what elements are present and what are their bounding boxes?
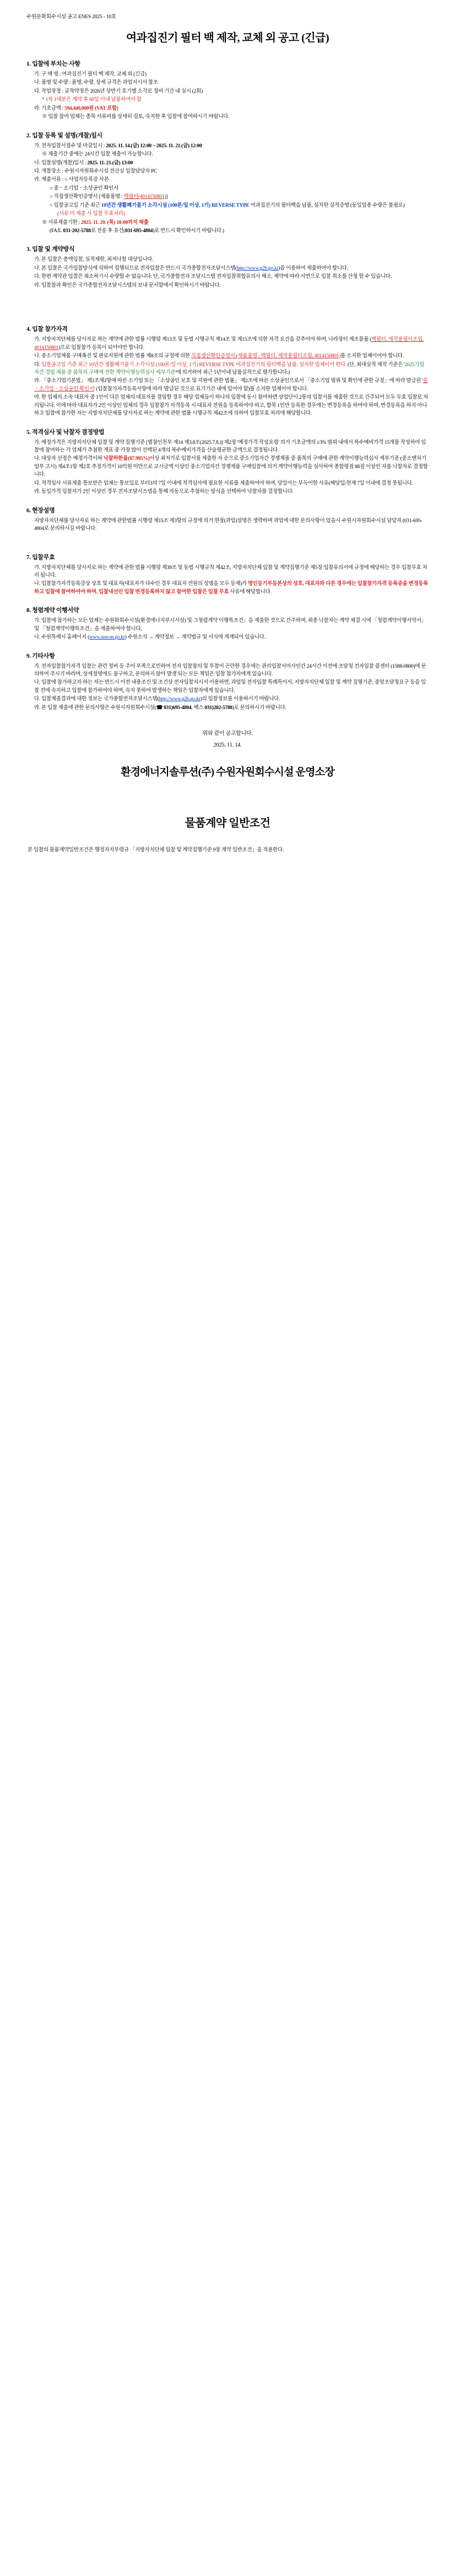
section-line: 나. 수원특례시 홈페이지 (www.suwon.go.kr) 수원소식 → 계약정보 → 계약법규 및 서식에 게재되어 있습니다. [34, 635, 266, 641]
section-line: 가. 입찰에 참가하는 모든 업체는 수원화회수시설(환경에너지부시시설) 및 그청렴계약 이행특조건」을 제출한 것으로 간주하며, 최종 낙찰자는 계약 체결 시에 「청렴계약이행서약서」및 「청렴계약이행특조건」을 제출하여야 합니다. [34, 618, 426, 632]
section-line: 라. 입찰참과 확인은 국가종합전자조달시스템의 보내 문서함에서 확인하시기 바랍니다. [34, 282, 221, 288]
contract-title: 물품계약 일반조건 [185, 817, 270, 830]
g2b-link[interactable]: http://www.g2b.go.kr [236, 265, 279, 271]
section-line: 다. 적격심사 서류제출 통보받은 업체는 통보일로 부터3의 7일 이내에 적격심사에 필요한 서류를 제출하여야 하며, 당일이는 부득이한 사유(해당일/천재 7일 이내에 결정 못됩니다. [34, 480, 413, 486]
doc-reference: 수원문화회수시설 공고 ENES 2025 - 10호 [26, 14, 116, 20]
section-line: 가. 예정가격은 지방자치단체 입찰 및 계약 집행기준 [별첨인천부 제14 제3,8조(2025.7.8.)] 제2장 '예정가격 작성요령' 의거 기초금액의 ±3% 범위 내에서 복수예비가격 15개를 작성하여 입찰에 참여하는 각 업체가 추첨한 개표 중 가장 많이 선택된 4개의 복수예비가격을 산술평균한 금액으로 결정됩니다. [34, 439, 426, 453]
section-line: 가. 지방자치단체를 당사자로 하는 계약에 관한 법률 시행령 제13조 및 동법 시행규칙 제14조 및 제15조에 의한 자격 요건을 갖추어야 하며, 나라장터 제조물품 (백필터, 제작용필터조립, 4014150801)으로 입찰참가 등록이 되어야만 합니다. [34, 337, 424, 351]
section-line: 라. 동일가격 입찰자가 2인 이상인 경우 전자조달시스템을 통해 자동으로 추첨하는 방식을 선택하여 낙찰자를 결정합니다. [34, 489, 294, 495]
section-line: 마. 한 업체의 소속 대표자 중 1인이 다른 업체의 대표자를 겸임할 경우 해당 업체들이 하나의 입찰에 동시 참여하면 상업단이 2통의 입찰서를 제출한 것으로 간주되어 모두 무효 입찰로 처리됩니다. 이에 따라 대표자가 2인 이상인 업체의 경우 입찰참가 자격등록 시 대표자 전원을 등록하여야 하고, 합목 1인만 등록한 경우에는 변경등록을 하여야 하며, 변경등록을 하지 아니하고 입찰에 참가한 자는 지방자치단체를 당사자로 하는 계약에 관한 법률 시행규칙 제42조에 의하여 입찰무효 처리에 해당합니다. [34, 395, 429, 417]
section-line: 나. 본 입찰은 국가입찰방식에 의하여 집행되므로 전자입찰은 반드시 국가종합전자조달시스템(http://www.g2b.go.kr)을 이용하여 제출하여야 합니다. [34, 265, 348, 271]
section-site-briefing [26, 506, 429, 533]
section-line: ○ 입찰공고일 기준 최근 10년간 생활폐기물기 소각시설 (100톤/일 이상, 1기) REVERSE TYPE 여과집진기의 필터백을 납품, 설치한 실적증명 (동일업종 수량은 불필요) [50, 202, 405, 208]
section-title: 6. 현장설명 [26, 507, 55, 514]
section-line: 나. 입찰참가자격등록증상 상호 및 대표자(대표자가 다수인 경우 대표자 전원의 성명을 모두 등재)가 명인등기부등본상의 상호, 대표자와 다른 경우에는 입찰참가자격 등록증을 변경등록하고 입찰에 참여하여야 하며, 입찰내선인 입찰 변경등록하지 않고 참여한 입찰은 입찰 무효 사유에 해당합니다. [34, 581, 429, 595]
section-line: 가. 본 입찰은 총액입찰, 실적제한, 최저낙찰 대상입니다. [34, 257, 154, 263]
section-line-highlight: * 1차 1대분은 계약 후 60일 이내 납품하여야 함 [42, 97, 142, 103]
section-line: 나. 중소기업제품 구매촉진 및 판로지원에 관한 법률 제8조의 규정에 의한 직접생산확인증명서 (제품품명 : 백필터, 제작용필터조립, 4014150801)를 소지한 업체이어야 합니다. [34, 353, 404, 359]
section-etc [26, 651, 429, 712]
section-bid-qualification [26, 324, 429, 417]
section-line: 지방자치단체를 당사자로 하는 계약에 관한법률 시행령 제15조 제3항의 규정에 의거 현장(과업)설명은 생략하며 과업에 대한 문의사항이 있을시 수원시자원회수시설 담당자 (031-695-4804로 문의하시길 바랍니다. [34, 518, 422, 532]
contract-body: 본 입찰의 물품계약일반조건은 행정자치부령규 「지방자치단체 입찰 및 계약집행기준 9장 계약 일반조건」을 적용한다. [28, 847, 284, 854]
section-line: 가. 전자입찰서접수 및 마감일시 : 2025. 11. 14.(금) 12:00 ~ 2025. 11. 21.(금) 12:00 [34, 143, 202, 149]
section-title: 5. 적격심사 및 낙찰자 결정방법 [26, 428, 105, 436]
section-title: 7. 입찰무효 [26, 554, 55, 561]
section-line: 라. 본 입찰 제출에 관한 문의사항은 수원시자원회수시설(☎ 031)695-4804, 팩스 031)202-5788)로 문의하시기 바랍니다. [34, 705, 286, 711]
section-bid-schedule [26, 131, 429, 235]
section-title: 8. 청렴계약 이행서약 [26, 607, 79, 614]
closing-notice: 위와 같이 공고합니다. [202, 731, 253, 737]
section-title: 1. 입찰에 부치는 사항 [26, 61, 80, 67]
section-line: 다. 입찰공고일 기준 최근 10년간 생활폐기물기 소각시설 (100톤/일 이상, 1기) REVERSE TYPE 여과집진기의 필터백을 납품, 설치한 업체이어 한다. (단, 최대실적 제작 기준은 '2025기업자간 경험 제품 중 품목의 구매에 전한 계약이행능력심사 세부기준'에 의거하여 최근 5년이내 납품실적으로 평가합니다.) [34, 362, 425, 375]
section-line: 라. 기초금액 : 594,440,000원 (VAT 포함) [34, 105, 118, 111]
section-line: 나. 입찰에 참가하고자 하는 자는 반드시 이전 내용조건 및 조건상 전자입찰지시서 이용하면, 과업및 전자입찰 특례특이서, 지방자치단체 입찰 및 계약 집행기준, 중앙조달청요구 등을 입찰 전에 숙지하고 입찰에 참가하여야 하며, 숙지 못하여 발생하는 책임은 입찰자에게 있습니다. [34, 680, 426, 694]
section-integrity-pledge [26, 605, 429, 641]
section-line: 나. 입찰설명(개찰)일시 : 2025. 11. 21.(금) 13:00 [34, 160, 133, 166]
section-title: 3. 입찰 및 계약방식 [26, 246, 75, 253]
page-title: 여과집진기 필터 백 제작, 교체 외 공고 (긴급) [126, 32, 329, 44]
section-line: ※ 서류제출기한 : 2025. 11. 20. (목) 18:00까지 제출 [42, 219, 149, 226]
section-line: 다. 한편 계약관 입찰은 최소하기시 수량할 수 없습니다. 단, 국가종합전자 조달시스템 전자입찰취합유의사 해소, 제약에 따라 서면으로 입찰 취소를 산청 할 수 있습니다. [34, 274, 392, 280]
section-award-determination [26, 427, 429, 496]
section-line: 가. 전자입찰참가자격 입찰는 관련 정비 등 주어 부족으로민하여 전자 입찰참의 및 투찰이 곤란한 경우에는 관리입찰서미사인간 24시간 이전에 조달청 전자입찰 콜센터 (1588-0800)에 문의하여 주시기 바라며, 상세절명에도 불구하고, 문의하지 않아 발생 되는 모든 책임은 입찰 참가자에게 있습니다. [34, 663, 426, 677]
section-line: (FAX. 031-202-5788로 전송 후 유선(031-695-4804)로 반드시 확인하시기 바랍니다.) [50, 228, 224, 234]
section-line: 다. 입찰제출결과에 대한 정보는 국가종합전자조달시스템(http://www.g2b.go.kr)의 입찰정보를 이용하시기 바랍니다. [34, 696, 280, 702]
section-line: 라. 제출서류 : ○ 사업자등록증 사본 [34, 177, 109, 183]
section-line: ※ 입찰 참여 업체는 종목 서류비를 상세히 검토, 숙지한 후 입찰에 참여하시기 바랍니다. [42, 114, 230, 120]
section-bid-contract-method [26, 244, 429, 289]
section-line: 가. 지방자치단체를 당사자로 하는 계약에 관한 법률 시행령 제39조 및 동법 시행규칙 제42조, 지방자치단체 입찰 및 계약집행기준 제5장 입찰유의서에 규정에 해당하는 경우 입찰무효 처리 됩니다. [34, 565, 427, 578]
section-title: 9. 기타사항 [26, 652, 55, 659]
issuing-organization: 환경에너지솔루션(주) 수원자원회수시설 운영소장 [121, 766, 334, 779]
section-line: 라. 「중소기업기본법」 제2조제2항에 따른 소기업 또는 「소상공인 보호 및 지원에 관한 법률」 제2조에 따른 소상공인으로서 「중소기업 범위 및 확인에 관한 규정」에 따라 발급된 '중ㆍ소기업ㆍ소상공인 확인서' (입찰참가자격등록사항에 따라 '발급된 것으로 표기기간 내에 있어야 함)를 소지한 업체이어 합니다. [34, 378, 428, 392]
suwon-link[interactable]: www.suwon.go.kr [89, 635, 125, 641]
section-title: 2. 입찰 등록 및 설명(개찰)일시 [26, 132, 102, 139]
document-page [0, 0, 455, 877]
section-bid-invalid [26, 552, 429, 597]
section-line: ○ 중ㆍ소기업ㆍ소상공인 확인서 [50, 185, 118, 191]
section-line: 나. 대상자 선정은 예정가격이하 낙찰하한율(87.995%)이상 최저가로 입찰서를 제출한 자 순으로 중소기업자간 경쟁제품 중 품목의 구매에 관한 계약이행능력심사 세부기준 (중소벤처기업부 고시) 제4조1항 제2호 추정가격이 10억원 미만으로 교시금액 이상인 중소기업자간 경쟁제품 구매입찰에 의거 계약이행능력을 심사하여 종합평점 88점 이상인 자를 낙찰자로 결정합니다. [34, 456, 428, 478]
section-line: ※ 제출기간 중에는 24시간 입찰 제출이 가능합니다. [42, 152, 153, 158]
section-line-highlight: (서류 미 제출 시 입찰 무효처리) [57, 211, 125, 217]
section-line: 나. 품명 및 수량 : 품명, 수량, 상세 규격은 과업지시서 참조 [34, 80, 158, 86]
section-line: 다. 개찰장소 : 수원시자원회수시설 전산실 입찰담당자 PC [34, 168, 158, 174]
closing-date: 2025. 11. 14. [213, 742, 242, 749]
section-bid-items [26, 59, 429, 121]
section-title: 4. 입찰 참가자격 [26, 326, 68, 333]
section-line: ○ 직접생산확인증명서 [제품품명 : 백필터(4014150801)] [50, 194, 168, 200]
section-line: 가. 구 매 명 : 여과집진기 필터 백 제작, 교체 외 (긴급) [34, 72, 147, 77]
g2b-link-2[interactable]: http://www.g2b.go.kr [159, 696, 201, 702]
section-line: 다. 작업장정 : 굴착약정은 2026년 상반기 호기별 소각로 정비 기간 내 실시 (2회) [34, 88, 203, 94]
